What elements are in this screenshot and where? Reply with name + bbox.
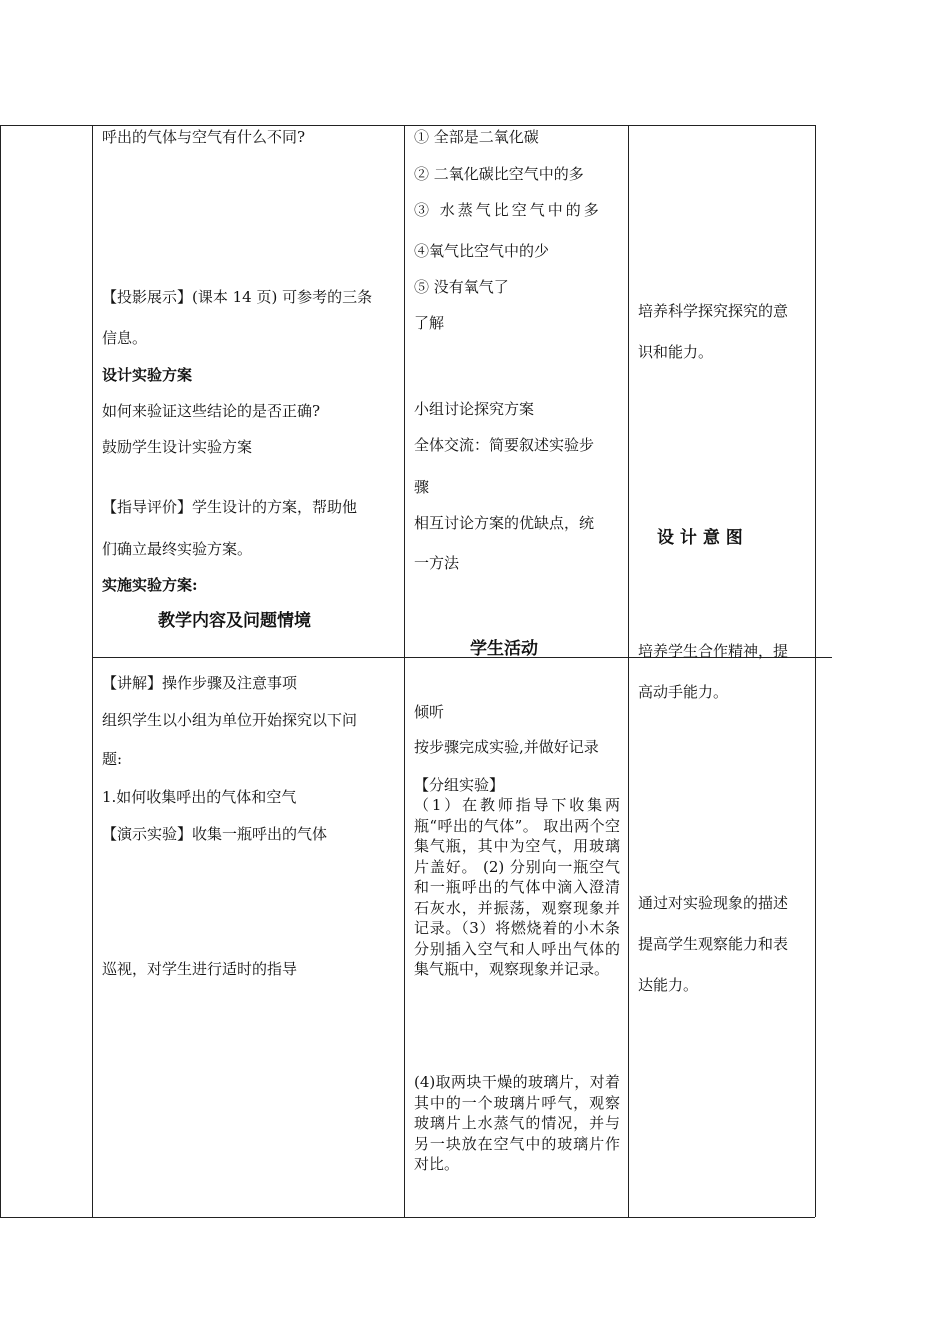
purpose-3-line-3: 达能力。 (638, 976, 699, 994)
purpose-2-line-2: 高动手能力。 (638, 683, 729, 701)
col-border-3 (404, 125, 405, 1217)
guide-line-1: 【指导评价】学生设计的方案，帮助他 (102, 498, 358, 516)
table-bottom-border (0, 1217, 815, 1218)
experiment-step-4: (4)取两块干燥的玻璃片，对着其中的一个玻璃片呼气，观察玻璃片上水蒸气的情况，并与另一块放在空气中的玻璃片作对比。 (414, 1073, 620, 1173)
organize-line-2: 题: (102, 750, 123, 768)
group-discuss-text: 小组讨论探究方案 (414, 400, 535, 418)
purpose-3-line-1: 通过对实验现象的描述 (638, 894, 789, 912)
option-4: ④氧气比空气中的少 (414, 242, 550, 260)
option-5: ⑤ 没有氧气了 (414, 278, 509, 296)
projection-line-1: 【投影展示】(课本 14 页) 可参考的三条 (102, 288, 373, 306)
explain-text: 【讲解】操作步骤及注意事项 (102, 674, 298, 692)
purpose-3-line-2: 提高学生观察能力和表 (638, 935, 789, 953)
experiment-steps: （1）在教师指导下收集两瓶“呼出的气体”。 取出两个空集气瓶，其中为空气，用玻璃片盖好。 (2) 分别向一瓶空气和一瓶呼出的气体中滴入澄清石灰水，并振荡，观察现象并记录。（3）将燃烧着的小木条分别插入空气和人呼出气体的集气瓶中，观察现象并记录。 (414, 796, 620, 978)
projection-line-2: 信息。 (102, 329, 148, 347)
col-border-1 (0, 125, 1, 1217)
table-top-border (0, 125, 815, 126)
mutual-line-2: 一方法 (414, 554, 460, 572)
question-difference: 呼出的气体与空气有什么不同? (102, 128, 306, 146)
understand-text: 了解 (414, 314, 445, 332)
purpose-2-line-1: 培养学生合作精神，提 (638, 642, 789, 660)
col-border-5 (815, 125, 816, 1217)
header-student-activity: 学生活动 (470, 639, 538, 659)
option-1: ① 全部是二氧化碳 (414, 128, 539, 146)
design-title: 设计实验方案 (102, 366, 193, 384)
organize-line-1: 组织学生以小组为单位开始探究以下问 (102, 711, 358, 729)
header-design-intent: 设 计 意 图 (657, 528, 743, 548)
complete-text: 按步骤完成实验,并做好记录 (414, 738, 599, 756)
option-3: ③ 水蒸气比空气中的多 (414, 201, 602, 219)
group-experiment-title: 【分组实验】 (414, 776, 505, 794)
demo-text: 【演示实验】收集一瓶呼出的气体 (102, 825, 328, 843)
encourage-text: 鼓励学生设计实验方案 (102, 438, 253, 456)
option-2: ② 二氧化碳比空气中的多 (414, 165, 584, 183)
col-border-2 (92, 125, 93, 1217)
exchange-line-2: 骤 (414, 478, 430, 496)
patrol-text: 巡视，对学生进行适时的指导 (102, 960, 298, 978)
verify-question: 如何来验证这些结论的是否正确? (102, 402, 321, 420)
implement-title: 实施实验方案: (102, 576, 198, 594)
exchange-line-1: 全体交流：简要叙述实验步 (414, 436, 595, 454)
header-teaching-content: 教学内容及问题情境 (158, 611, 311, 631)
guide-line-2: 们确立最终实验方案。 (102, 540, 253, 558)
col-border-4 (628, 125, 629, 1217)
mutual-line-1: 相互讨论方案的优缺点，统 (414, 514, 595, 532)
purpose-1-line-1: 培养科学探究探究的意 (638, 302, 789, 320)
listen-text: 倾听 (414, 703, 445, 721)
question-1: 1.如何收集呼出的气体和空气 (102, 788, 297, 806)
purpose-1-line-2: 识和能力。 (638, 343, 714, 361)
